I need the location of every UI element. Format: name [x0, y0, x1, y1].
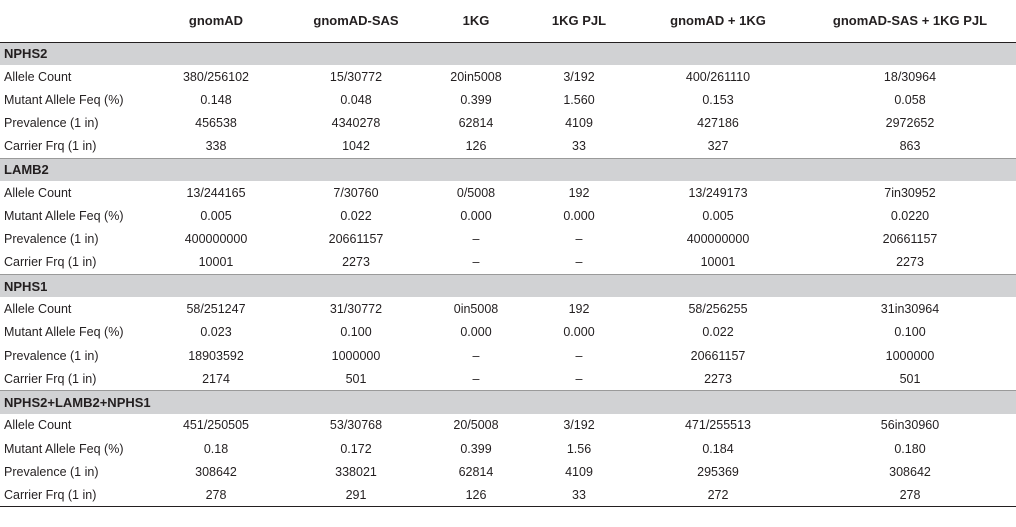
- row-label: Carrier Frq (1 in): [4, 371, 97, 386]
- cell-gnomad-plus-1kg: 427186: [697, 116, 739, 131]
- group-title: NPHS1: [0, 274, 1016, 297]
- cell-gnomad-sas: 0.048: [340, 92, 372, 107]
- cell-gnomad-sas-plus-1kg-pjl: 278: [804, 483, 1016, 506]
- cell-gnomad: 400000000: [184, 232, 248, 247]
- cell-1kg-pjl: 3/192: [563, 69, 595, 84]
- cell-gnomad-plus-1kg: 0.005: [702, 209, 734, 224]
- cell-1kg-pjl: 1.560: [563, 92, 595, 107]
- cell-gnomad: 456538: [195, 116, 237, 131]
- cell-1kg: 0in5008: [453, 302, 499, 317]
- cell-gnomad-sas: 1042: [342, 139, 370, 154]
- row-label: Allele Count: [4, 418, 72, 433]
- table-row: [0, 228, 1016, 251]
- cell-gnomad-sas-plus-1kg-pjl: 863: [899, 139, 921, 154]
- table-row: [0, 321, 1016, 344]
- cell-gnomad-sas-plus-1kg-pjl: 56in30960: [880, 418, 940, 433]
- row-label: Prevalence (1 in): [4, 464, 99, 479]
- cell-gnomad-plus-1kg: 400/261110: [685, 69, 751, 84]
- cell-gnomad-sas-plus-1kg-pjl: 308642: [889, 464, 931, 479]
- cell-gnomad: 0.023: [200, 325, 232, 340]
- table-row: [0, 88, 1016, 111]
- cell-gnomad-sas-plus-1kg-pjl: 0.058: [894, 92, 926, 107]
- cell-gnomad-plus-1kg: 400000000: [686, 232, 750, 247]
- cell-gnomad-sas-plus-1kg-pjl: 2972652: [885, 116, 935, 131]
- cell-gnomad-sas: 53/30768: [329, 418, 383, 433]
- cell-gnomad-sas: 0.172: [340, 441, 372, 456]
- cell-gnomad: 338: [205, 139, 227, 154]
- cell-1kg-pjl: 192: [568, 302, 590, 317]
- cell-gnomad-sas: 31/30772: [329, 302, 383, 317]
- cell-gnomad: 278: [146, 483, 286, 506]
- group-header-row: [0, 158, 1016, 181]
- cell-gnomad-sas-plus-1kg-pjl: 1000000: [885, 348, 935, 363]
- cell-gnomad-sas: 20661157: [328, 232, 384, 247]
- group-title: LAMB2: [0, 158, 1016, 181]
- cell-gnomad-sas: 501: [345, 371, 367, 386]
- row-label: Prevalence (1 in): [4, 348, 99, 363]
- table-row: [0, 297, 1016, 320]
- cell-gnomad: 13/244165: [186, 185, 246, 200]
- cell-gnomad-plus-1kg: 0.184: [702, 441, 734, 456]
- cell-gnomad-sas: 0.022: [340, 209, 372, 224]
- cell-gnomad: 380/256102: [182, 69, 250, 84]
- cell-gnomad-sas-plus-1kg-pjl: 2273: [896, 255, 924, 270]
- table-row: [0, 460, 1016, 483]
- cell-gnomad: 10001: [198, 255, 234, 270]
- group-title: NPHS2+LAMB2+NPHS1: [0, 391, 1016, 414]
- cell-gnomad-sas: 1000000: [331, 348, 381, 363]
- table-row: [0, 112, 1016, 135]
- row-label: Mutant Allele Feq (%): [4, 325, 124, 340]
- cell-gnomad-sas: 291: [286, 483, 426, 506]
- cell-1kg-pjl: –: [575, 348, 583, 363]
- header-cell-1kg: 1KG: [426, 0, 526, 42]
- cell-1kg: 0/5008: [456, 185, 496, 200]
- row-label: Carrier Frq (1 in): [4, 139, 97, 154]
- cell-1kg-pjl: 3/192: [563, 418, 595, 433]
- cell-gnomad-sas-plus-1kg-pjl: 0.0220: [890, 209, 930, 224]
- cell-1kg: –: [472, 255, 480, 270]
- group-header-row: [0, 42, 1016, 65]
- group-header-row: [0, 391, 1016, 414]
- cell-1kg-pjl: 33: [526, 483, 632, 506]
- cell-1kg: 20in5008: [450, 69, 502, 84]
- header-cell-gnomad-sas-plus-1kg-pjl: gnomAD-SAS + 1KG PJL: [804, 0, 1016, 42]
- cell-1kg: 20/5008: [453, 418, 499, 433]
- cell-gnomad-sas-plus-1kg-pjl: 20661157: [882, 232, 938, 247]
- cell-gnomad: 0.148: [200, 92, 232, 107]
- row-label: Mutant Allele Feq (%): [4, 209, 124, 224]
- group-header-row: [0, 274, 1016, 297]
- cell-gnomad: 18903592: [188, 348, 244, 363]
- cell-1kg: 62814: [458, 464, 494, 479]
- cell-gnomad-sas-plus-1kg-pjl: 0.100: [894, 325, 926, 340]
- cell-gnomad-plus-1kg: 10001: [700, 255, 736, 270]
- cell-gnomad-plus-1kg: 0.153: [702, 92, 734, 107]
- cell-1kg-pjl: 0.000: [563, 209, 595, 224]
- table-header: [0, 0, 1016, 42]
- cell-gnomad: 58/251247: [186, 302, 246, 317]
- cell-1kg-pjl: 4109: [565, 464, 593, 479]
- row-label: Prevalence (1 in): [4, 232, 99, 247]
- row-label: Allele Count: [4, 69, 72, 84]
- cell-gnomad: 0.005: [200, 209, 232, 224]
- table-row: [0, 483, 1016, 506]
- cell-gnomad-plus-1kg: 0.022: [702, 325, 734, 340]
- header-cell-gnomad-sas: gnomAD-SAS: [286, 0, 426, 42]
- header-cell-gnomad-plus-1kg: gnomAD + 1KG: [632, 0, 804, 42]
- cell-1kg: 62814: [458, 116, 494, 131]
- cell-gnomad-plus-1kg: 471/255513: [684, 418, 752, 433]
- table-row: [0, 344, 1016, 367]
- table-row: [0, 367, 1016, 390]
- cell-gnomad-plus-1kg: 295369: [697, 464, 739, 479]
- row-label: Mutant Allele Feq (%): [4, 92, 124, 107]
- cell-1kg-pjl: –: [575, 255, 583, 270]
- cell-gnomad-plus-1kg: 20661157: [690, 348, 746, 363]
- row-label: Prevalence (1 in): [4, 116, 99, 131]
- table-row: [0, 135, 1016, 158]
- cell-1kg-pjl: 1.56: [566, 441, 592, 456]
- group-title: NPHS2: [0, 42, 1016, 65]
- cell-1kg: 0.399: [460, 92, 492, 107]
- cell-gnomad-plus-1kg: 327: [707, 139, 729, 154]
- cell-gnomad-sas: 2273: [342, 255, 370, 270]
- row-label: Allele Count: [4, 185, 72, 200]
- table-body: [0, 42, 1016, 507]
- cell-gnomad-sas: 7/30760: [333, 185, 379, 200]
- cell-1kg-pjl: 4109: [565, 116, 593, 131]
- cell-gnomad-sas-plus-1kg-pjl: 501: [899, 371, 921, 386]
- table-row: [0, 65, 1016, 88]
- header-cell-label: [0, 0, 146, 42]
- cell-1kg: –: [472, 371, 480, 386]
- cell-1kg: 126: [426, 483, 526, 506]
- cell-gnomad-plus-1kg: 58/256255: [688, 302, 748, 317]
- cell-gnomad-sas-plus-1kg-pjl: 0.180: [894, 441, 926, 456]
- cell-gnomad-sas: 338021: [335, 464, 377, 479]
- cell-1kg-pjl: 192: [568, 185, 590, 200]
- cell-1kg: 126: [465, 139, 487, 154]
- cell-gnomad-sas: 4340278: [331, 116, 381, 131]
- table-row: [0, 414, 1016, 437]
- table-row: [0, 181, 1016, 204]
- cell-1kg: –: [472, 232, 480, 247]
- table-row: [0, 204, 1016, 227]
- row-label: Mutant Allele Feq (%): [4, 441, 124, 456]
- cell-1kg-pjl: 33: [572, 139, 586, 154]
- cell-1kg-pjl: –: [575, 371, 583, 386]
- header-cell-1kg-pjl: 1KG PJL: [526, 0, 632, 42]
- cell-gnomad: 0.18: [203, 441, 229, 456]
- cell-1kg: 0.399: [460, 441, 492, 456]
- cell-gnomad-sas-plus-1kg-pjl: 18/30964: [883, 69, 937, 84]
- cell-gnomad: 2174: [202, 371, 230, 386]
- cell-gnomad-sas: 0.100: [340, 325, 372, 340]
- header-row: [0, 0, 1016, 42]
- cell-gnomad-sas: 15/30772: [329, 69, 383, 84]
- header-cell-gnomad: gnomAD: [146, 0, 286, 42]
- cell-gnomad: 308642: [195, 464, 237, 479]
- cell-gnomad-sas-plus-1kg-pjl: 31in30964: [880, 302, 940, 317]
- row-label: Allele Count: [4, 302, 72, 317]
- cell-gnomad-plus-1kg: 272: [632, 483, 804, 506]
- cell-1kg: 0.000: [460, 209, 492, 224]
- cell-1kg: 0.000: [460, 325, 492, 340]
- cell-1kg-pjl: 0.000: [563, 325, 595, 340]
- cell-1kg-pjl: –: [575, 232, 583, 247]
- row-label: Carrier Frq (1 in): [0, 483, 146, 506]
- cell-gnomad-plus-1kg: 2273: [704, 371, 732, 386]
- cell-gnomad: 451/250505: [182, 418, 250, 433]
- table-row: [0, 251, 1016, 274]
- cell-gnomad-sas-plus-1kg-pjl: 7in30952: [884, 185, 936, 200]
- cell-1kg: –: [472, 348, 480, 363]
- row-label: Carrier Frq (1 in): [4, 255, 97, 270]
- cell-gnomad-plus-1kg: 13/249173: [688, 185, 748, 200]
- table-row: [0, 437, 1016, 460]
